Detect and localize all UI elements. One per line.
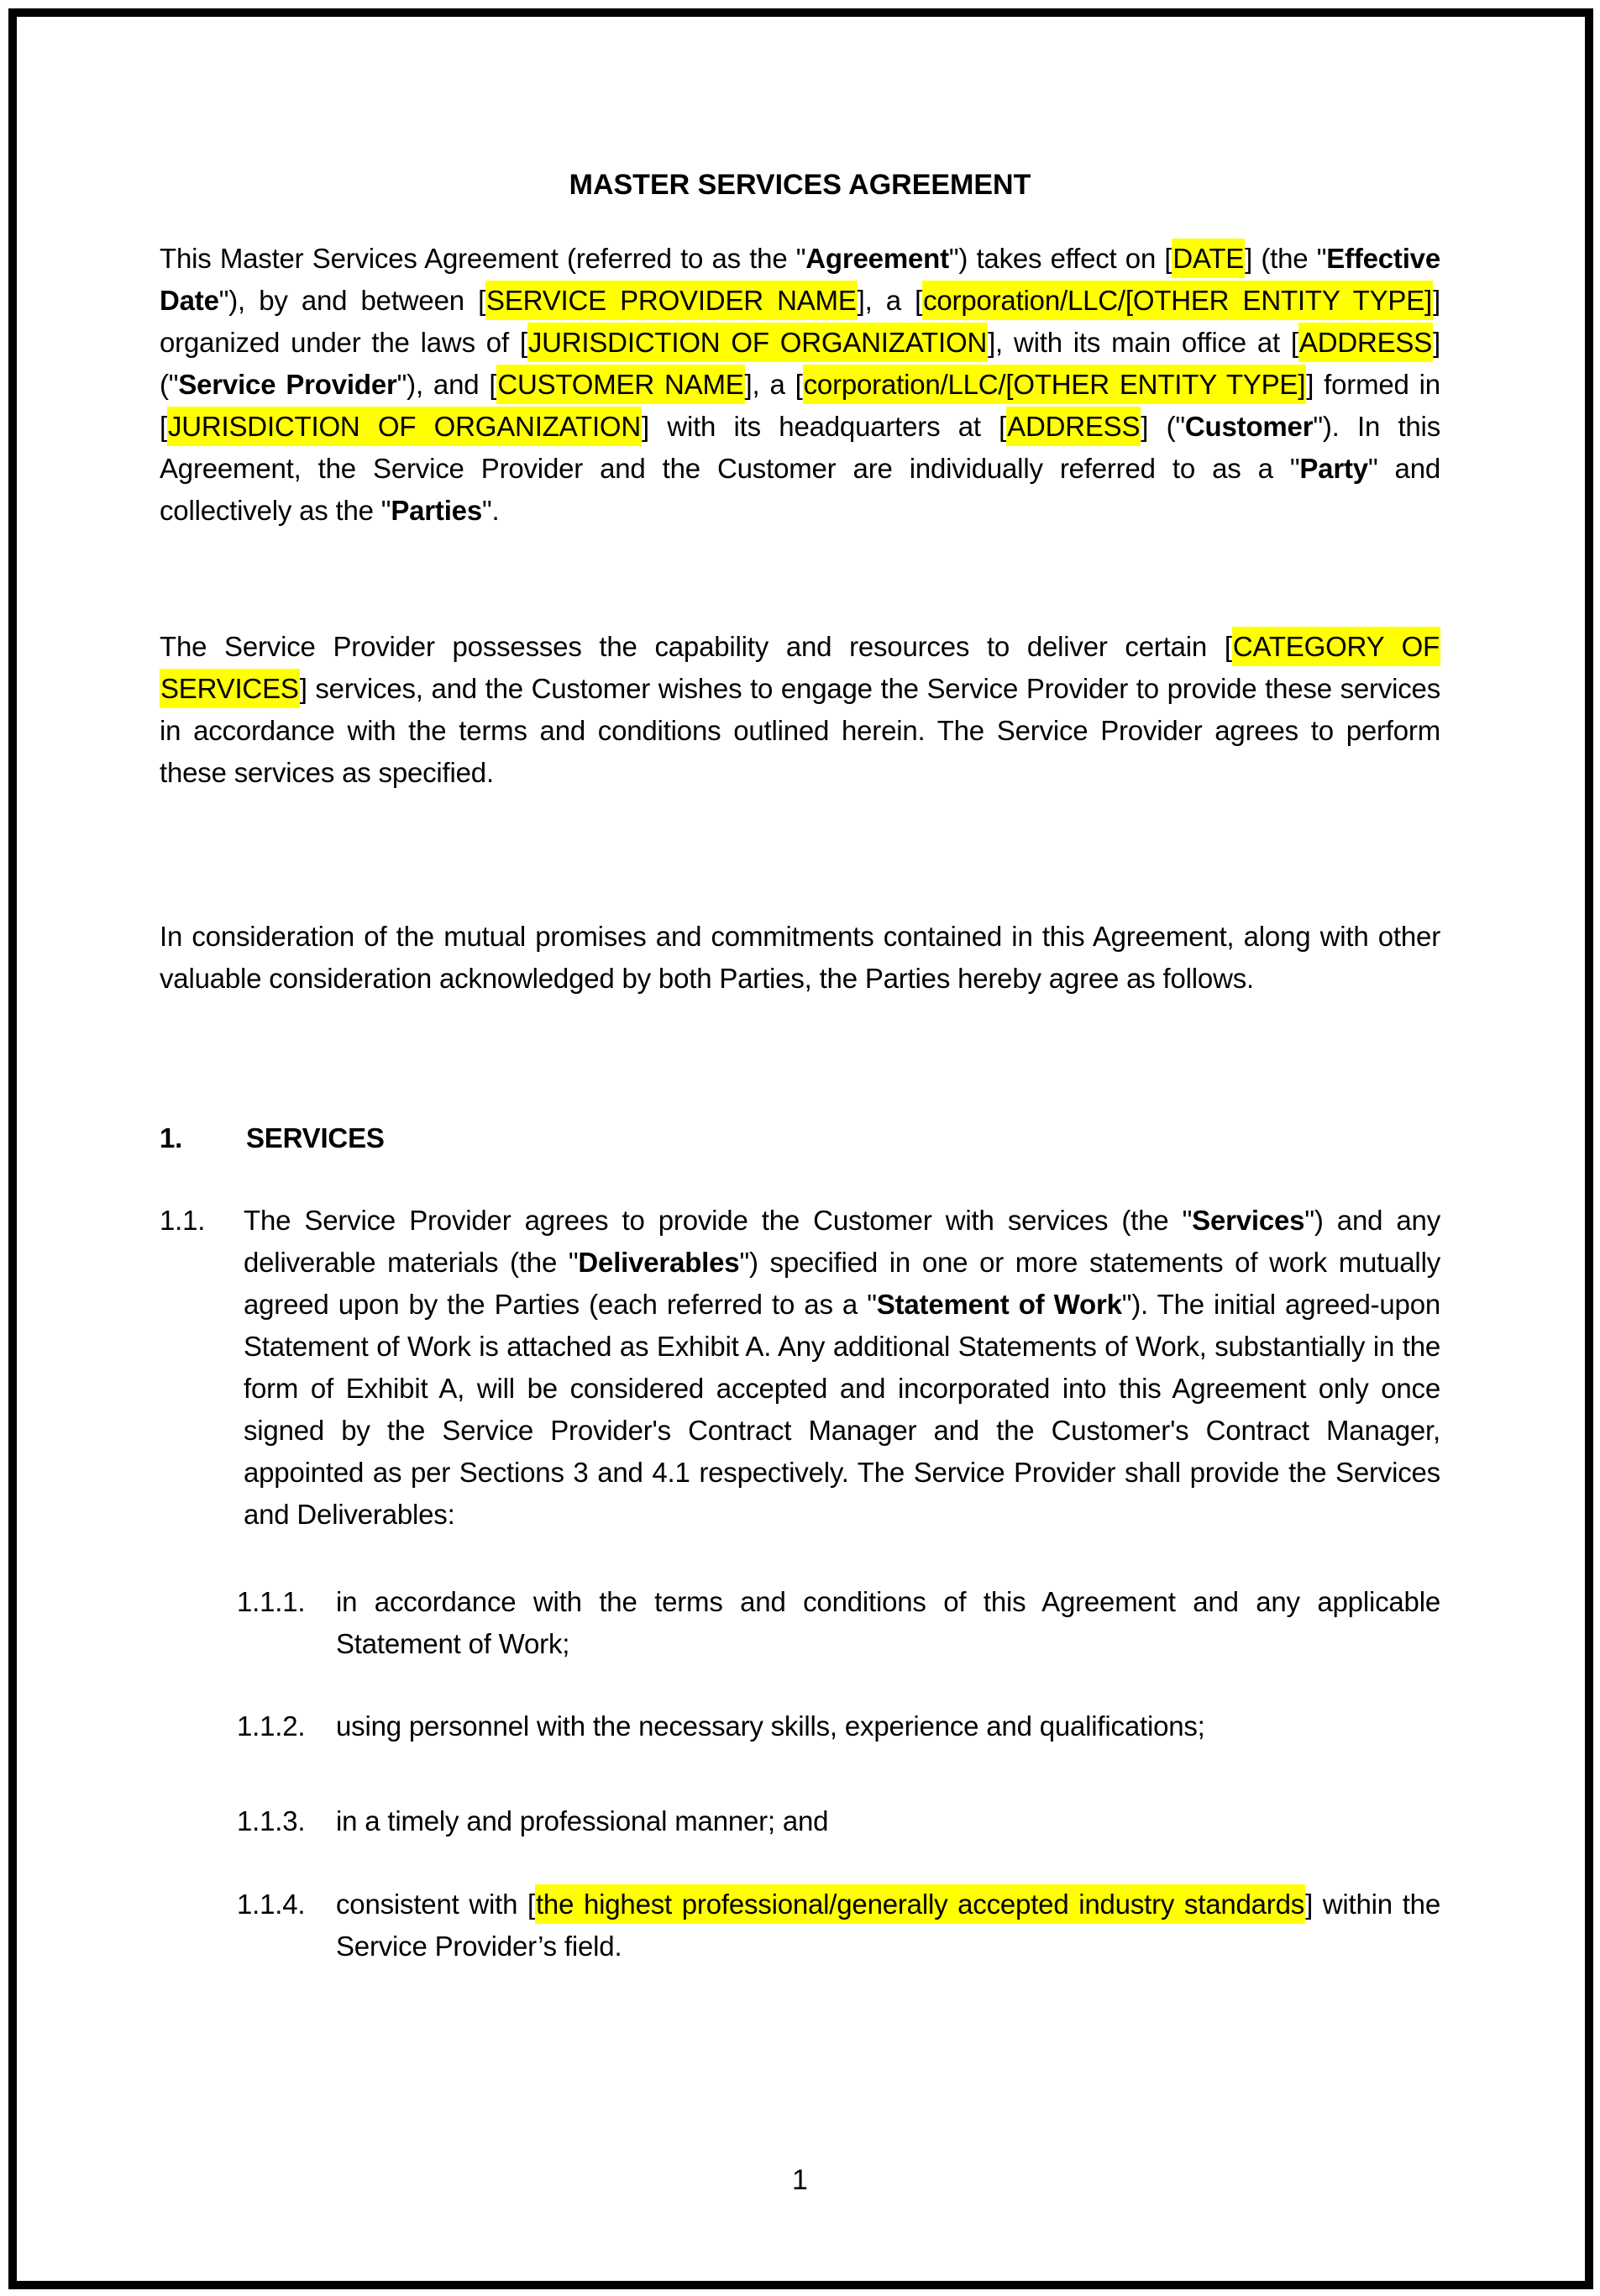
clause-1-1-text — [244, 1200, 1440, 1536]
paragraph-consideration — [160, 916, 1440, 1000]
highlighted-placeholder: DATE — [1172, 239, 1245, 278]
text-run: ] organized under the laws of [ — [160, 285, 1440, 358]
clause-1-1-4-number: 1.1.4. — [237, 1889, 306, 1920]
text-run: ] within the Service Provider’s field. — [336, 1889, 1440, 1962]
text-run: This Master Services Agreement (referred to as the " — [160, 243, 806, 274]
paragraph-parties-intro — [160, 238, 1440, 532]
text-run: ], a [ — [857, 285, 923, 316]
text-run: ], a [ — [744, 369, 803, 400]
text-run: ") specified in one or more statements of work mutually agreed upon by the Parties (each referred to as a " — [244, 1247, 1440, 1320]
highlighted-placeholder: JURISDICTION OF ORGANIZATION — [527, 323, 988, 362]
clause-1-1-1-text — [336, 1581, 1440, 1665]
document-title: MASTER SERVICES AGREEMENT — [569, 169, 1031, 201]
highlighted-placeholder: ADDRESS — [1006, 407, 1141, 446]
text-run: ] (the " — [1245, 243, 1327, 274]
text-run: ") takes effect on [ — [948, 243, 1172, 274]
text-run: in accordance with the terms and conditions of this Agreement and any applicable Statement of Work; — [336, 1586, 1440, 1659]
defined-term: Party — [1299, 453, 1368, 484]
text-run: "), and [ — [396, 369, 497, 400]
defined-term: Statement of Work — [876, 1289, 1122, 1320]
clause-1-1-3-number: 1.1.3. — [237, 1805, 306, 1836]
paragraph-recitals — [160, 626, 1440, 794]
text-run: " and collectively as the " — [160, 453, 1440, 526]
text-run: In consideration of the mutual promises and commitments contained in this Agreement, along with other valuable consideration acknowledged by both Parties, the Parties hereby agree as follows. — [160, 921, 1440, 994]
text-run: in a timely and professional manner; and — [336, 1805, 829, 1836]
section-1-number: 1. — [160, 1122, 183, 1153]
highlighted-placeholder: corporation/LLC/[OTHER ENTITY TYPE] — [803, 365, 1307, 404]
clause-1-1-2-text — [336, 1705, 1440, 1747]
page-number: 1 — [792, 2164, 808, 2196]
clause-1-1-3-text — [336, 1800, 1440, 1842]
text-run: using personnel with the necessary skills, experience and qualifications; — [336, 1710, 1205, 1742]
defined-term: Service Provider — [178, 369, 397, 400]
text-run: ] services, and the Customer wishes to engage the Service Provider to provide these services in accordance with the terms and conditions outlined herein. The Service Provider agrees to perform these services as specified. — [160, 673, 1440, 788]
text-run: "), by and between [ — [218, 285, 486, 316]
text-run: "). In this Agreement, the Service Provider and the Customer are individually referred to as a " — [160, 411, 1440, 484]
highlighted-placeholder: CUSTOMER NAME — [496, 365, 744, 404]
text-run: "). The initial agreed-upon Statement of Work is attached as Exhibit A. Any additional Statements of Work, substantially in the form of Exhibit A, will be considered accepted and incorporated into this Agreement only once signed by the Service Provider's Contract Manager and the Customer's Contract Manager, appointed as per Sections 3 and 4.1 respectively. The Service Provider shall provide the Services and Deliverables: — [244, 1289, 1440, 1530]
text-run: ] (" — [160, 327, 1440, 400]
page-content — [160, 0, 1440, 1968]
text-run: ") and any deliverable materials (the " — [244, 1205, 1441, 1278]
clause-1-1-1-number: 1.1.1. — [237, 1586, 306, 1617]
clause-1-1-1 — [237, 1581, 1440, 1665]
section-1-heading — [160, 1117, 1440, 1159]
text-run: consistent with [ — [336, 1889, 535, 1920]
text-run: ] with its headquarters at [ — [642, 411, 1007, 442]
defined-term: Effective Date — [160, 243, 1440, 316]
text-run: ] formed in [ — [160, 369, 1440, 442]
clause-1-1 — [160, 1200, 1440, 1536]
highlighted-placeholder: JURISDICTION OF ORGANIZATION — [167, 407, 642, 446]
highlighted-placeholder: the highest professional/generally accepted industry standards — [535, 1884, 1305, 1924]
highlighted-placeholder: CATEGORY OF SERVICES — [160, 627, 1440, 708]
highlighted-placeholder: corporation/LLC/[OTHER ENTITY TYPE] — [922, 281, 1433, 320]
clause-1-1-3 — [237, 1800, 1440, 1842]
text-run: ] (" — [1141, 411, 1185, 442]
text-run: The Service Provider possesses the capability and resources to deliver certain [ — [160, 631, 1232, 662]
defined-term: Deliverables — [578, 1247, 740, 1278]
clause-1-1-4 — [237, 1884, 1440, 1968]
clause-1-1-4-text — [336, 1884, 1440, 1968]
defined-term: Services — [1192, 1205, 1305, 1236]
clause-1-1-2 — [237, 1705, 1440, 1747]
clause-1-1-2-number: 1.1.2. — [237, 1710, 306, 1742]
text-run: The Service Provider agrees to provide the Customer with services (the " — [244, 1205, 1193, 1236]
clause-1-1-number: 1.1. — [160, 1205, 206, 1236]
section-1-label: SERVICES — [246, 1122, 385, 1153]
highlighted-placeholder: SERVICE PROVIDER NAME — [485, 281, 858, 320]
text-run: ". — [481, 495, 500, 526]
defined-term: Customer — [1184, 411, 1314, 442]
highlighted-placeholder: ADDRESS — [1298, 323, 1433, 362]
text-run: ], with its main office at [ — [988, 327, 1298, 358]
defined-term: Parties — [391, 495, 482, 526]
defined-term: Agreement — [805, 243, 949, 274]
